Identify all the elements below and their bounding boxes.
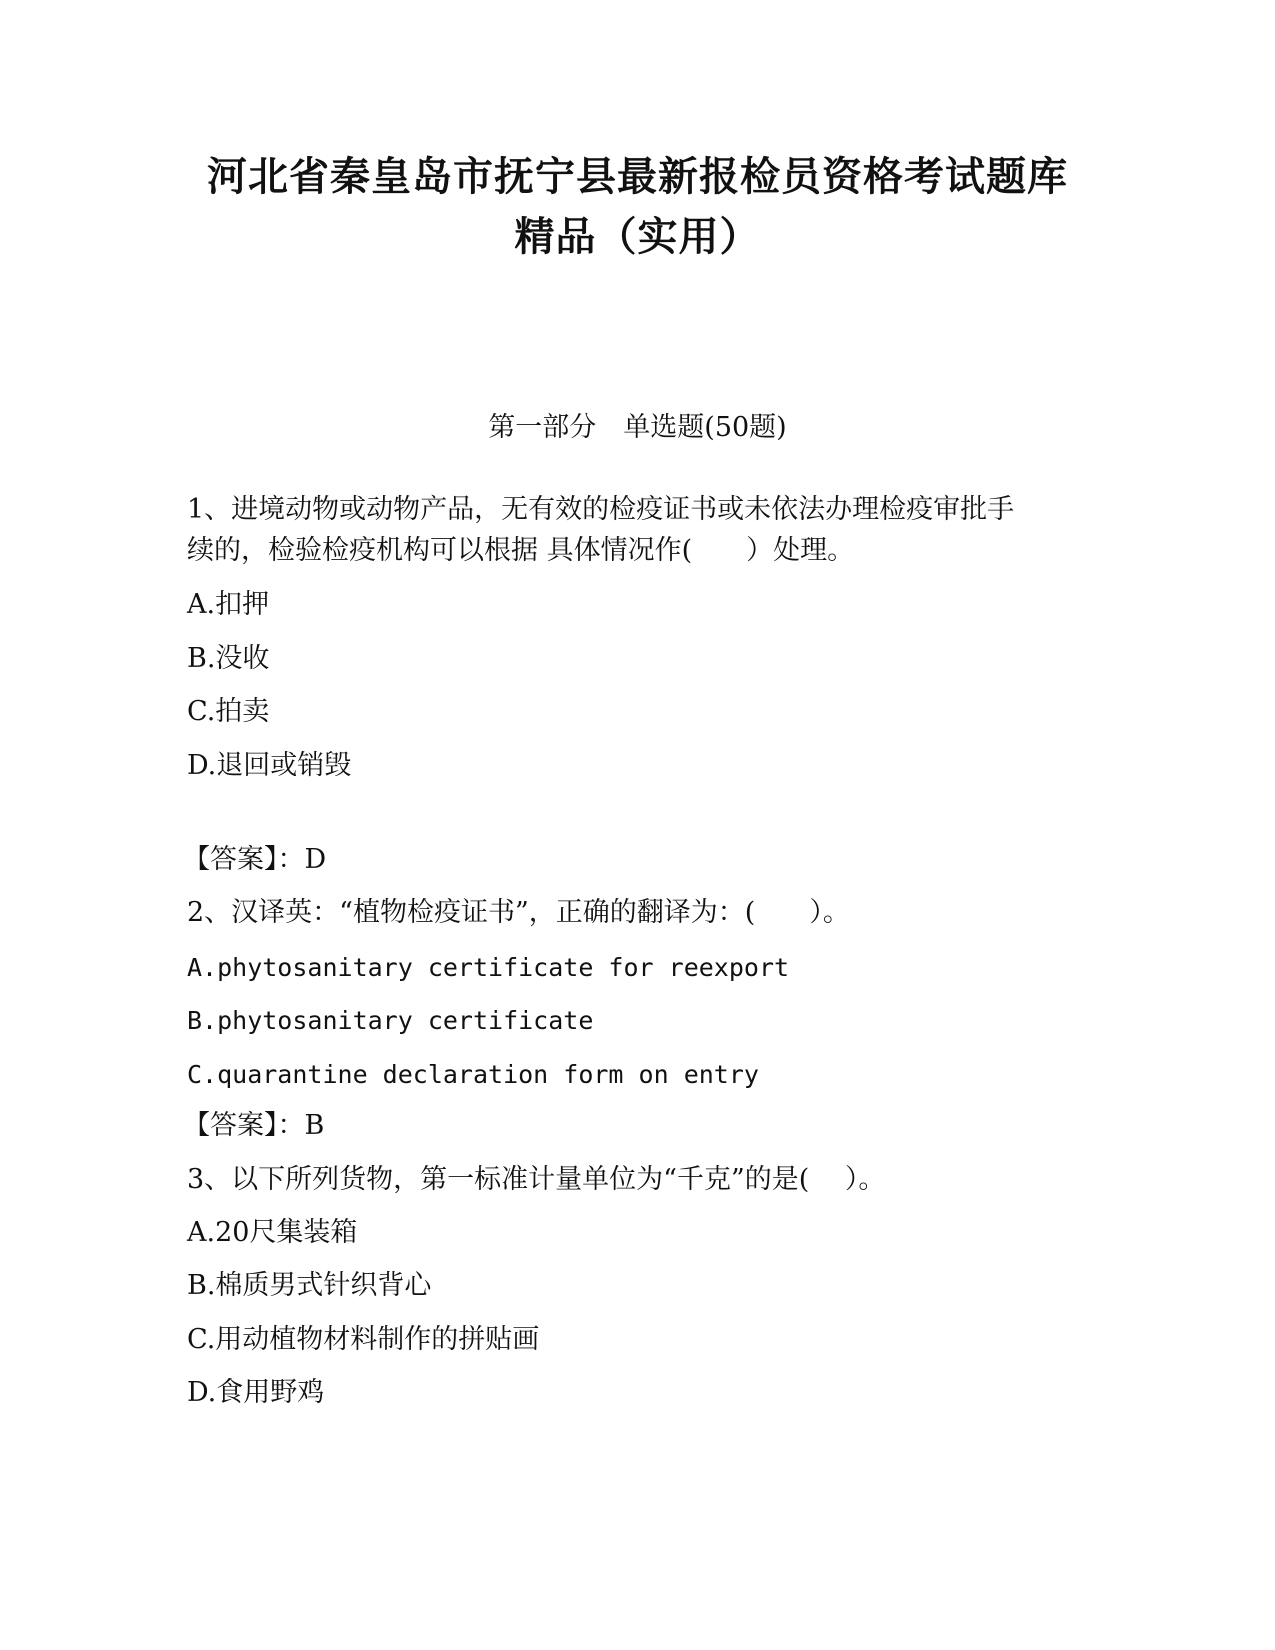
question-1-option-c: C.拍卖 (187, 696, 270, 727)
question-3-option-d: D.食用野鸡 (187, 1377, 325, 1408)
question-2-option-c: C.quarantine declaration form on entry (187, 1060, 759, 1089)
question-2-option-b: B.phytosanitary certificate (187, 1006, 594, 1035)
question-1-option-a: A.扣押 (187, 589, 270, 620)
document-title-line-2: 精品（实用） (514, 214, 761, 260)
question-2-stem: 2、汉译英：“植物检疫证书”，正确的翻译为：( ）。 (187, 897, 850, 928)
question-2-answer: 【答案】：B (183, 1110, 325, 1141)
section-heading: 第一部分 单选题(50题) (488, 412, 787, 443)
question-3-option-a: A.20尺集装箱 (187, 1217, 358, 1248)
question-3-option-b: B.棉质男式针织背心 (187, 1270, 432, 1301)
question-1-option-d: D.退回或销毁 (187, 750, 352, 781)
question-1-stem-line-1: 1、进境动物或动物产品，无有效的检疫证书或未依法办理检疫审批手 (187, 494, 1015, 525)
question-1-option-b: B.没收 (187, 643, 270, 674)
question-1-answer: 【答案】：D (183, 844, 327, 875)
question-3-option-c: C.用动植物材料制作的拼贴画 (187, 1324, 540, 1355)
question-3-stem: 3、以下所列货物，第一标准计量单位为“千克”的是( ）。 (187, 1164, 886, 1195)
document-title-line-1: 河北省秦皇岛市抚宁县最新报检员资格考试题库 (207, 154, 1068, 200)
question-1-stem-line-2: 续的，检验检疫机构可以根据 具体情况作( ）处理。 (187, 535, 855, 566)
question-2-option-a: A.phytosanitary certificate for reexport (187, 953, 790, 982)
